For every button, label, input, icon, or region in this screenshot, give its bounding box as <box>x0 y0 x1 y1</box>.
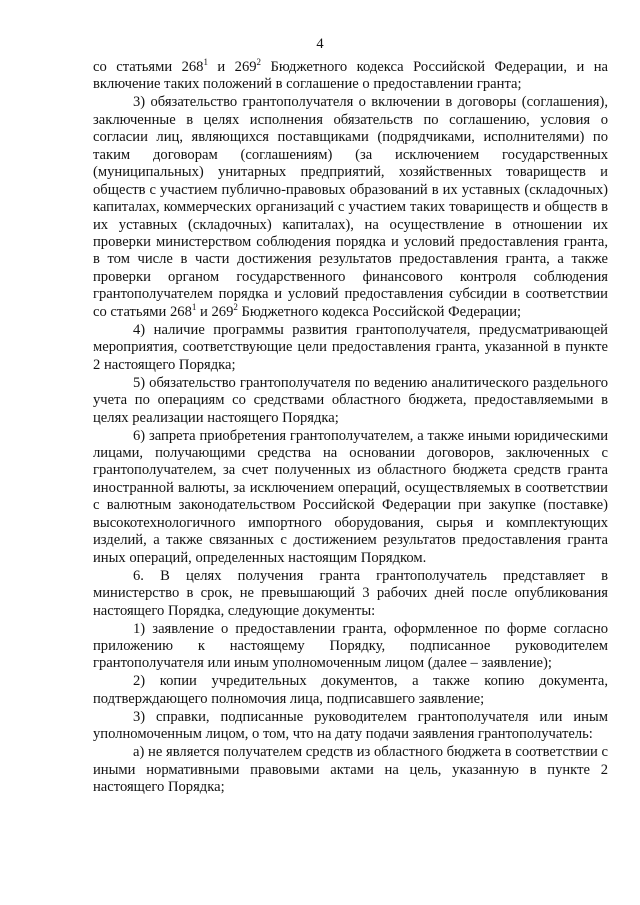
paragraph-item-5: 5) обязательство грантополучателя по ведению аналитического раздельного учета по операциям со средствами областного бюджета, предоставляемыми в целях реализации настоящего Порядка; <box>93 374 608 426</box>
text-run: Бюджетного кодекса Российской Федерации, и на включение таких положений в соглашение о предоставлении гранта; <box>93 59 608 93</box>
superscript: 1 <box>191 301 197 312</box>
document-body <box>93 59 608 797</box>
text-run: Бюджетного кодекса Российской Федерации; <box>237 303 522 320</box>
superscript: 1 <box>203 57 208 67</box>
superscript: 2 <box>256 57 262 67</box>
text-run: 3) обязательство грантополучателя о включении в договоры (соглашения), заключенные в целях исполнения обязательств по соглашению, условия о согласии лиц, являющихся поставщиками (подрядчиками, исполнителями) по таким договорам (соглашениям) (за исключением государственных (муниципальных) унитарных предприятий, хозяйственных товариществ и обществ с участием публично-правовых образований в их уставных (складочных) капиталах, коммерческих организаций с участием таких товариществ и обществ в их уставных (складочных) капиталах), на осуществление в отношении их проверки министерством соблюдения порядка и условий предоставления гранта, в том числе в части достижения результатов предоставления гранта, а также проверки органом государственного финансового контроля соблюдения грантополучателем порядка и условий предоставления субсидии в соответствии со статьями 268 <box>93 94 608 320</box>
paragraph-continuation <box>93 59 608 94</box>
text-run: и 269 <box>196 303 234 320</box>
paragraph-section-6-3: 3) справки, подписанные руководителем грантополучателя или иным уполномоченным лицом, о том, что на дату подачи заявления грантополучатель: <box>93 708 608 743</box>
page-number: 4 <box>316 36 324 52</box>
text-run: со статьями 268 <box>93 59 204 75</box>
paragraph-item-3 <box>93 94 608 321</box>
paragraph-section-6-1: 1) заявление о предоставлении гранта, оформленное по форме согласно приложению к настоящему Порядку, подписанное руководителем грантополучателя или иным уполномоченным лицом (далее – заявление); <box>93 620 608 672</box>
paragraph-section-6-3a: а) не является получателем средств из областного бюджета в соответствии с иными нормативными правовыми актами на цель, указанную в пункте 2 настоящего Порядка; <box>93 744 608 796</box>
paragraph-section-6: 6. В целях получения гранта грантополучатель представляет в министерство в срок, не превышающий 3 рабочих дней после опубликования настоящего Порядка, следующие документы: <box>93 567 608 619</box>
paragraph-section-6-2: 2) копии учредительных документов, а также копию документа, подтверждающего полномочия лица, подписавшего заявление; <box>93 673 608 707</box>
paragraph-item-4: 4) наличие программы развития грантополучателя, предусматривающей мероприятия, соответствующие цели предоставления гранта, указанной в пункте 2 настоящего Порядка; <box>93 321 608 373</box>
paragraph-item-6: 6) запрета приобретения грантополучателем, а также иными юридическими лицами, получающими средства на основании договоров, заключенных с грантополучателем, за счет полученных из областного бюджета средств гранта иностранной валюты, за исключением операций, осуществляемых в соответствии с валютным законодательством Российской Федерации при закупке (поставке) высокотехнологичного импортного оборудования, сырья и комплектующих изделий, а также связанных с достижением результатов предоставления гранта иных операций, определенных настоящим Порядком. <box>93 427 608 566</box>
superscript: 2 <box>233 301 238 312</box>
text-run: и 269 <box>207 59 257 75</box>
